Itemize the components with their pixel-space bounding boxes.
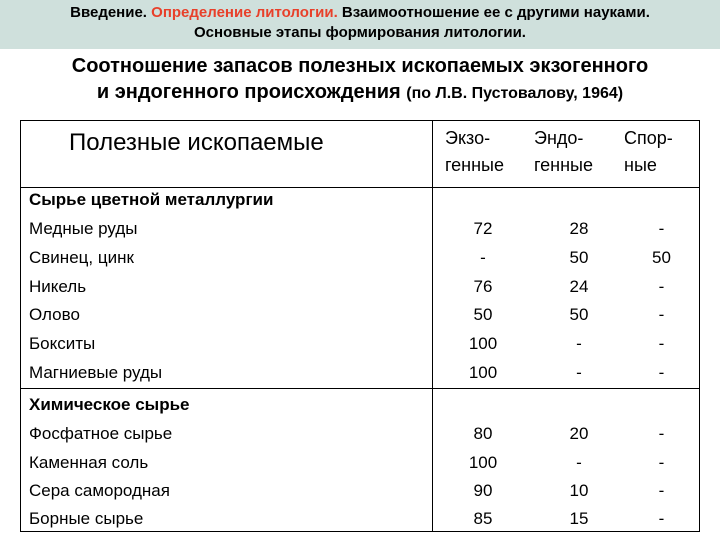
- exogenous-value: 85: [473, 509, 493, 528]
- exogenous-value: 90: [473, 481, 493, 500]
- mineral-name: Свинец, цинк: [29, 248, 134, 267]
- mineral-name: Борные сырье: [29, 509, 144, 528]
- table-row: [21, 245, 699, 274]
- table-header-endogenous: [534, 125, 593, 179]
- slide-header: [0, 0, 720, 49]
- group-row: [21, 187, 699, 216]
- endogenous-value: 28: [569, 219, 589, 238]
- endogenous-value: 50: [569, 305, 589, 324]
- mineral-name: Сера самородная: [29, 481, 170, 500]
- table-row: [21, 302, 699, 331]
- disputed-value: -: [658, 219, 665, 238]
- exogenous-value: 76: [473, 277, 493, 296]
- header-highlight: Определение литологии.: [151, 4, 338, 21]
- exogenous-value: 80: [473, 424, 493, 443]
- endogenous-value: -: [576, 334, 582, 353]
- title-line-2: [0, 79, 720, 107]
- endogenous-value: 20: [569, 424, 589, 443]
- mineral-name: Бокситы: [29, 334, 96, 353]
- header-line-2: Основные этапы формирования литологии.: [194, 24, 526, 41]
- table-header-exogenous: [445, 125, 504, 179]
- table-header-minerals: Полезные ископаемые: [69, 129, 324, 156]
- disputed-value: -: [658, 453, 665, 472]
- header-exogenous-line-1: Экзо-: [445, 128, 491, 148]
- endogenous-value: 24: [569, 277, 589, 296]
- disputed-value: 50: [652, 248, 671, 267]
- header-disputed-line-1: Спор-: [624, 128, 673, 148]
- exogenous-value: 100: [468, 453, 498, 472]
- endogenous-value: 50: [569, 248, 589, 267]
- group-name: Сырье цветной металлургии: [29, 190, 274, 209]
- title-line-2-text: и эндогенного происхождения: [96, 81, 407, 103]
- header-endogenous-line-2: генные: [534, 155, 594, 175]
- mineral-name: Магниевые руды: [29, 363, 163, 382]
- header-endogenous-line-1: Эндо-: [534, 128, 584, 148]
- slide-title: [0, 53, 720, 107]
- title-citation: (по Л.В. Пустовалову, 1964): [406, 85, 624, 102]
- table-row: [21, 450, 699, 479]
- disputed-value: -: [658, 481, 665, 500]
- table-row: [21, 506, 699, 535]
- endogenous-value: -: [576, 363, 582, 382]
- endogenous-value: 15: [569, 509, 589, 528]
- mineral-name: Каменная соль: [29, 453, 149, 472]
- reserves-table: [20, 120, 700, 532]
- mineral-name: Олово: [29, 305, 80, 324]
- group-row: [21, 392, 699, 421]
- exogenous-value: 100: [468, 334, 498, 353]
- table-row: [21, 216, 699, 245]
- table-row: [21, 360, 699, 389]
- title-line-1: Соотношение запасов полезных ископаемых экзогенного: [71, 55, 649, 77]
- disputed-value: -: [658, 509, 665, 528]
- mineral-name: Никель: [29, 277, 87, 296]
- endogenous-value: -: [576, 453, 582, 472]
- header-exogenous-line-2: генные: [445, 155, 505, 175]
- header-line-1: [0, 3, 720, 23]
- exogenous-value: 72: [473, 219, 493, 238]
- exogenous-value: -: [480, 248, 486, 267]
- exogenous-value: 100: [468, 363, 498, 382]
- exogenous-value: 50: [473, 305, 493, 324]
- disputed-value: -: [658, 424, 665, 443]
- header-disputed-line-2: ные: [624, 155, 657, 175]
- header-intro: Введение.: [70, 4, 152, 21]
- mineral-name: Медные руды: [29, 219, 138, 238]
- table-row: [21, 421, 699, 450]
- mineral-name: Фосфатное сырье: [29, 424, 173, 443]
- disputed-value: -: [658, 305, 665, 324]
- disputed-value: -: [658, 277, 665, 296]
- disputed-value: -: [658, 363, 665, 382]
- disputed-value: -: [658, 334, 665, 353]
- table-row: [21, 274, 699, 303]
- table-row: [21, 331, 699, 360]
- header-rest: Взаимоотношение ее с другими науками.: [337, 4, 650, 21]
- table-row: [21, 478, 699, 507]
- endogenous-value: 10: [569, 481, 589, 500]
- table-header-disputed: [624, 125, 673, 179]
- group-name: Химическое сырье: [29, 395, 190, 414]
